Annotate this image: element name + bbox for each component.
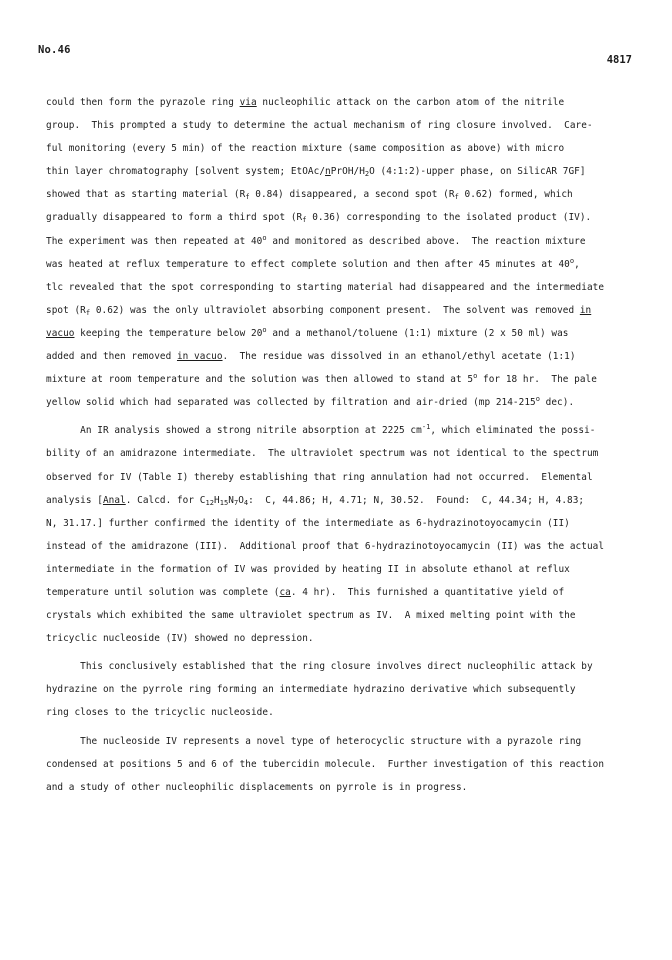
text-run: . Calcd. for C bbox=[125, 494, 206, 506]
text-run: 0.62) formed, which bbox=[458, 189, 573, 201]
text-line bbox=[46, 655, 636, 678]
text-run: tlc revealed that the spot corresponding to starting material had disappeared and the intermediate bbox=[46, 281, 605, 293]
text-run: condensed at positions 5 and 6 of the tubercidin molecule. Further investigation of this reaction bbox=[46, 758, 605, 770]
text-line bbox=[46, 730, 636, 753]
text-run: The nucleoside IV represents a novel type of heterocyclic structure with a pyrazole ring bbox=[46, 735, 582, 747]
text-run: O (4:1:2)-upper phase, on SilicAR 7GF] bbox=[369, 166, 586, 178]
text-line bbox=[46, 368, 636, 391]
superscript: -1 bbox=[421, 423, 431, 432]
text-run: and a study of other nucleophilic displacements on pyrrole is in progress. bbox=[46, 781, 468, 793]
text-line bbox=[46, 299, 636, 322]
text-line bbox=[46, 322, 636, 345]
text-line bbox=[46, 753, 636, 776]
journal-issue: No.46 bbox=[38, 44, 71, 56]
text-run: instead of the amidrazone (III). Additional proof that 6-hydrazinotoyocamycin (II) was the actual bbox=[46, 540, 605, 552]
text-run: PrOH/H bbox=[330, 166, 365, 178]
underlined-text: vacuo bbox=[46, 327, 75, 339]
text-run: tricyclic nucleoside (IV) showed no depression. bbox=[46, 633, 314, 645]
text-line bbox=[46, 558, 636, 581]
text-line bbox=[46, 776, 636, 799]
text-run: nucleophilic attack on the carbon atom of the nitrile bbox=[256, 97, 565, 108]
subscript: 7 bbox=[233, 498, 239, 507]
text-run: dec). bbox=[539, 397, 575, 409]
underlined-text: n bbox=[325, 166, 331, 178]
text-run: ful monitoring (every 5 min) of the reaction mixture (same composition as above) with micro bbox=[46, 143, 565, 155]
text-run: and a methanol/toluene (1:1) mixture (2 x 50 ml) was bbox=[266, 327, 569, 339]
subscript: f bbox=[302, 216, 307, 225]
subscript: 12 bbox=[205, 498, 214, 507]
superscript: o bbox=[569, 256, 575, 265]
text-line bbox=[46, 701, 636, 724]
text-run: observed for IV (Table I) thereby establishing that ring annulation had not occurred. Elemental bbox=[46, 471, 593, 483]
text-run: thin layer chromatography [solvent system; EtOAc/ bbox=[46, 166, 326, 178]
text-run: O bbox=[238, 494, 244, 506]
subscript: 4 bbox=[243, 498, 249, 507]
text-line bbox=[46, 678, 636, 701]
underlined-text: Anal bbox=[102, 494, 126, 506]
text-run: spot (R bbox=[46, 304, 86, 316]
text-run: mixture at room temperature and the solution was then allowed to stand at 5 bbox=[46, 374, 474, 386]
text-run: . 4 hr). This furnished a quantitative yield of bbox=[290, 586, 565, 598]
text-run: 0.62) was the only ultraviolet absorbing component present. The solvent was removed bbox=[90, 304, 580, 316]
text-run: hydrazine on the pyrrole ring forming an intermediate hydrazino derivative which subsequently bbox=[46, 684, 576, 696]
text-line bbox=[46, 512, 636, 535]
text-line bbox=[46, 627, 636, 650]
text-line bbox=[46, 535, 636, 558]
underlined-text: via bbox=[239, 97, 257, 108]
underlined-text: in vacuo bbox=[176, 351, 223, 363]
text-run: showed that as starting material (R bbox=[46, 189, 246, 201]
text-line bbox=[46, 230, 636, 253]
text-run: 0.36) corresponding to the isolated product (IV). bbox=[306, 212, 592, 224]
text-run: H bbox=[214, 494, 220, 506]
text-line bbox=[46, 206, 636, 229]
text-run: keeping the temperature below 20 bbox=[74, 327, 263, 339]
text-run: crystals which exhibited the same ultraviolet spectrum as IV. A mixed melting point with the bbox=[46, 610, 576, 622]
text-line bbox=[46, 137, 636, 160]
text-run: This conclusively established that the ring closure involves direct nucleophilic attack by bbox=[46, 661, 593, 673]
text-run: 0.84) disappeared, a second spot (R bbox=[249, 189, 455, 201]
text-run: added and then removed bbox=[46, 351, 177, 363]
text-run: An IR analysis showed a strong nitrile absorption at 2225 cm bbox=[46, 425, 422, 437]
page-header bbox=[38, 44, 632, 74]
text-line bbox=[46, 489, 636, 512]
article-body-text bbox=[46, 91, 636, 799]
text-run: yellow solid which had separated was collected by filtration and air-dried (mp 214-215 bbox=[46, 397, 536, 409]
underlined-text: in bbox=[579, 304, 592, 316]
text-run: for 18 hr. The pale bbox=[477, 374, 597, 386]
subscript: f bbox=[454, 193, 459, 202]
superscript: o bbox=[473, 372, 478, 381]
text-run: bility of an amidrazone intermediate. The ultraviolet spectrum was not identical to the spectrum bbox=[46, 448, 599, 460]
text-run: N bbox=[228, 494, 234, 506]
text-run: analysis [ bbox=[46, 494, 103, 506]
text-line bbox=[46, 604, 636, 627]
text-run: temperature until solution was complete ( bbox=[46, 586, 280, 598]
text-run: could then form the pyrazole ring bbox=[46, 97, 240, 108]
text-run: , which eliminated the possi- bbox=[430, 425, 596, 437]
text-line bbox=[46, 466, 636, 489]
text-line bbox=[46, 253, 636, 276]
text-run: was heated at reflux temperature to effect complete solution and then after 45 minutes at 40 bbox=[46, 258, 570, 270]
text-line bbox=[46, 114, 636, 137]
text-run: , bbox=[574, 258, 580, 270]
subscript: 2 bbox=[364, 170, 370, 179]
underlined-text: ca bbox=[279, 586, 291, 598]
text-run: gradually disappeared to form a third spot (R bbox=[46, 212, 303, 224]
superscript: o bbox=[535, 395, 540, 404]
text-run: ring closes to the tricyclic nucleoside. bbox=[46, 707, 274, 719]
superscript: o bbox=[262, 233, 267, 242]
text-line bbox=[46, 442, 636, 465]
text-run: : C, 44.86; H, 4.71; N, 30.52. Found: C, 44.34; H, 4.83; bbox=[248, 494, 585, 506]
subscript: f bbox=[245, 193, 250, 202]
text-line bbox=[46, 276, 636, 299]
text-line bbox=[46, 345, 636, 368]
superscript: o bbox=[262, 325, 267, 334]
text-run: and monitored as described above. The reaction mixture bbox=[266, 235, 586, 247]
text-line bbox=[46, 91, 636, 114]
subscript: 15 bbox=[219, 498, 229, 507]
text-line bbox=[46, 391, 636, 414]
text-run: N, 31.17.] further confirmed the identity of the intermediate as 6-hydrazinotoyocamycin (II) bbox=[46, 517, 570, 529]
text-line bbox=[46, 160, 636, 183]
text-line bbox=[46, 581, 636, 604]
text-run: intermediate in the formation of IV was provided by heating II in absolute ethanol at reflux bbox=[46, 563, 570, 575]
text-line bbox=[46, 419, 636, 442]
text-run: group. This prompted a study to determine the actual mechanism of ring closure involved. Care- bbox=[46, 120, 593, 132]
text-run: . The residue was dissolved in an ethanol/ethyl acetate (1:1) bbox=[222, 351, 576, 363]
text-run: The experiment was then repeated at 40 bbox=[46, 235, 263, 247]
page-number: 4817 bbox=[606, 54, 632, 66]
text-line bbox=[46, 183, 636, 206]
subscript: f bbox=[85, 308, 91, 317]
